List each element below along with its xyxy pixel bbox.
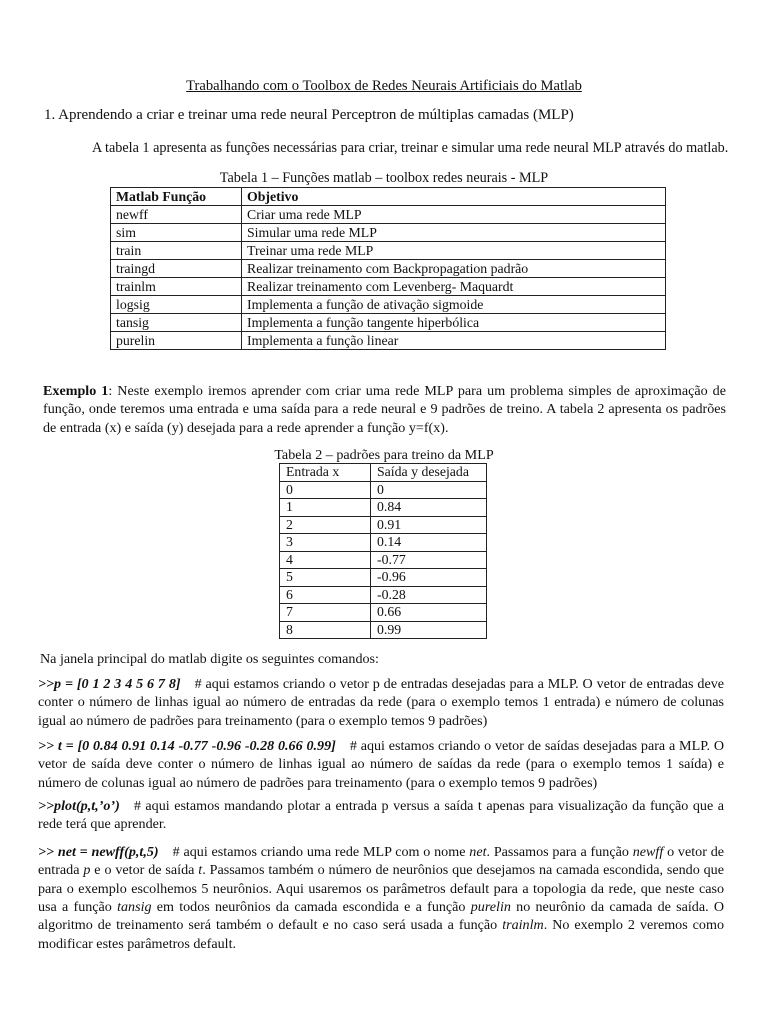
command-newff-paragraph — [38, 843, 724, 953]
table-cell: 5 — [280, 569, 371, 587]
intro-paragraph: A tabela 1 apresenta as funções necessárias para criar, treinar e simular uma rede neural MLP através do matlab. — [92, 140, 729, 156]
table-cell: 1 — [280, 499, 371, 517]
table-row — [280, 516, 487, 534]
table-cell: -0.28 — [371, 586, 487, 604]
example1-label: Exemplo 1 — [43, 383, 109, 399]
table-cell: purelin — [111, 332, 242, 350]
table-cell: -0.77 — [371, 551, 487, 569]
command-description: # aqui estamos criando uma rede MLP com o nome — [172, 844, 470, 860]
table-header-row — [280, 464, 487, 482]
table-row — [111, 314, 666, 332]
table-row — [280, 621, 487, 639]
table-cell: newff — [111, 206, 242, 224]
training-patterns-table — [279, 463, 487, 639]
command-description: # aqui estamos criando o vetor de saídas desejadas para a MLP. O vetor de saída deve conter o número de linhas igual ao número de saídas da rede (para o exemplo temos 1 saída) e número de colunas igual ao número de padrões para treinamento (para o exemplo temos 9 padrões) — [38, 738, 724, 791]
table-header-cell: Entrada x — [280, 464, 371, 482]
table-cell: Implementa a função tangente hiperbólica — [242, 314, 666, 332]
italic-term: trainlm — [502, 917, 544, 934]
italic-term: net — [469, 844, 487, 860]
example1-paragraph — [43, 382, 726, 437]
table-row — [111, 278, 666, 296]
table-cell: traingd — [111, 260, 242, 278]
table-cell: Implementa a função de ativação sigmoide — [242, 296, 666, 314]
table-cell: Criar uma rede MLP — [242, 206, 666, 224]
command-description: . Passamos também o número de neurônios que desejamos na camada escondida, sendo que para o exemplo escolhemos 5 neurônios. Aqui usaremos os parâmetros default para a topologia da rede, que neste caso usa a função — [38, 862, 724, 915]
page-title: Trabalhando com o Toolbox de Redes Neurais Artificiais do Matlab — [186, 78, 582, 94]
command-code: >> net = newff(p,t,5) — [38, 844, 159, 860]
table-cell: Realizar treinamento com Levenberg- Maquardt — [242, 278, 666, 296]
command-code: >>p = [0 1 2 3 4 5 6 7 8] — [38, 676, 181, 692]
example1-text: : Neste exemplo iremos aprender com criar uma rede MLP para um problema simples de aproximação de função, onde teremos uma entrada e uma saída para a rede neural e 9 padrões de treino. A tabela 2 apresenta os padrões de entrada (x) e saída (y) desejada para a rede aprender a função y=f(x). — [43, 383, 726, 436]
table-cell: 4 — [280, 551, 371, 569]
table-cell: 8 — [280, 621, 371, 639]
table-row — [280, 551, 487, 569]
table-row — [280, 481, 487, 499]
italic-term: newff — [632, 844, 664, 860]
table-row — [280, 569, 487, 587]
instructions-text: Na janela principal do matlab digite os seguintes comandos: — [40, 651, 379, 667]
italic-term: p — [83, 862, 91, 879]
table-cell: 0.99 — [371, 621, 487, 639]
table-cell: 3 — [280, 534, 371, 552]
command-description: no neurônio da camada de saída. O algoritmo de treinamento será também o default e no caso será usada a função — [38, 898, 725, 934]
section-heading: 1. Aprendendo a criar e treinar uma rede neural Perceptron de múltiplas camadas (MLP) — [44, 107, 574, 123]
command-p-paragraph — [38, 675, 724, 730]
table-cell: logsig — [111, 296, 242, 314]
table-row — [280, 604, 487, 622]
italic-term: t — [198, 862, 203, 879]
table1-caption: Tabela 1 – Funções matlab – toolbox redes neurais - MLP — [219, 170, 549, 186]
table-cell: 6 — [280, 586, 371, 604]
command-description: e o vetor de saída — [90, 862, 199, 879]
command-description: . Passamos para a função — [486, 844, 633, 860]
table-cell: Realizar treinamento com Backpropagation padrão — [242, 260, 666, 278]
command-t-paragraph — [38, 737, 724, 792]
table-row — [111, 224, 666, 242]
table-row — [111, 242, 666, 260]
command-description: # aqui estamos criando o vetor p de entradas desejadas para a MLP. O vetor de entradas deve conter o número de linhas igual ao número de entradas da rede (para o exemplo temos 1 entrada) e número de colunas igual ao número de padrões para treinamento (para o exemplo temos 9 padrões) — [38, 676, 724, 729]
table-cell: sim — [111, 224, 242, 242]
command-description: . No exemplo 2 veremos como modificar estes parâmetros default. — [38, 917, 724, 952]
table-row — [111, 260, 666, 278]
italic-term: purelin — [470, 898, 511, 915]
table-header-row — [111, 188, 666, 206]
command-plot-paragraph — [38, 797, 724, 834]
table-cell: 0.91 — [371, 516, 487, 534]
command-description: em todos neurônios da camada escondida e a função — [151, 898, 471, 915]
table-header-cell: Saída y desejada — [371, 464, 487, 482]
table-cell: 2 — [280, 516, 371, 534]
command-description: # aqui estamos mandando plotar a entrada p versus a saída t apenas para visualização da função que a rede terá que aprender. — [38, 798, 724, 833]
italic-term: tansig — [117, 898, 152, 915]
table-cell: 7 — [280, 604, 371, 622]
table2-caption: Tabela 2 – padrões para treino da MLP — [274, 447, 494, 463]
table-cell: Treinar uma rede MLP — [242, 242, 666, 260]
table-cell: Simular uma rede MLP — [242, 224, 666, 242]
table-cell: 0.84 — [371, 499, 487, 517]
table-cell: 0 — [371, 481, 487, 499]
functions-table — [110, 187, 666, 350]
table-cell: trainlm — [111, 278, 242, 296]
command-description: o vetor de entrada — [38, 844, 724, 879]
command-code: >> t = [0 0.84 0.91 0.14 -0.77 -0.96 -0.28 0.66 0.99] — [38, 738, 336, 754]
table-row — [280, 534, 487, 552]
table-cell: 0.66 — [371, 604, 487, 622]
table-row — [111, 332, 666, 350]
table-cell: -0.96 — [371, 569, 487, 587]
table-cell: tansig — [111, 314, 242, 332]
table-cell: 0 — [280, 481, 371, 499]
table-row — [280, 499, 487, 517]
table-row — [111, 296, 666, 314]
table-header-cell: Matlab Função — [111, 188, 242, 206]
command-code: >>plot(p,t,’o’) — [38, 798, 120, 814]
table-cell: train — [111, 242, 242, 260]
table-cell: Implementa a função linear — [242, 332, 666, 350]
table-cell: 0.14 — [371, 534, 487, 552]
table-row — [280, 586, 487, 604]
table-row — [111, 206, 666, 224]
table-header-cell: Objetivo — [242, 188, 666, 206]
